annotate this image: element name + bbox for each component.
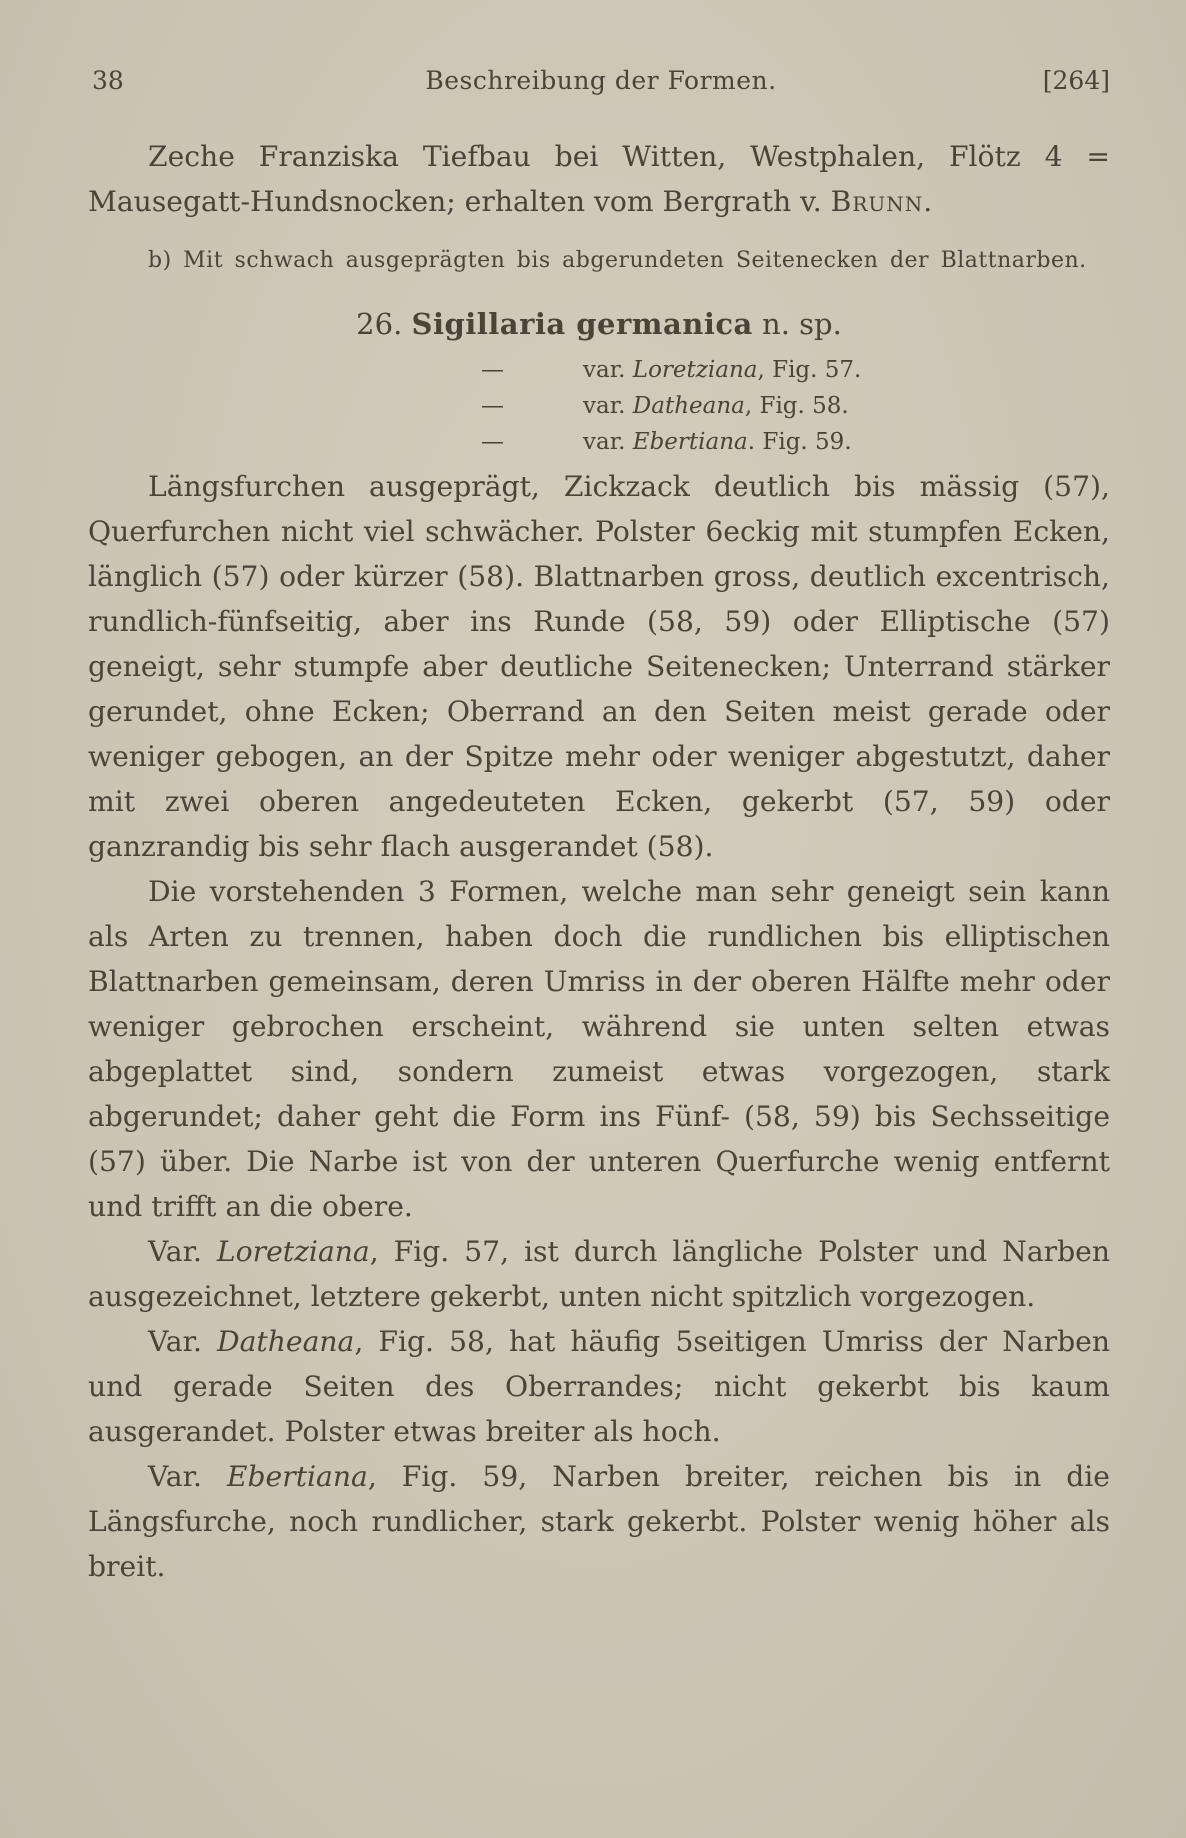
author-name: Brunn bbox=[830, 185, 924, 218]
species-name: Sigillaria germanica bbox=[411, 307, 753, 341]
variety-text: var. Loretziana, Fig. 57. bbox=[583, 357, 862, 383]
description-paragraph: Längsfurchen ausgeprägt, Zickzack deutlich bis mässig (57), Querfurchen nicht viel schwächer. Polster 6eckig mit stumpfen Ecken, länglich (57) oder kürzer (58). Blattnarben gross, deutlich excentrisch, rundlich-fünfseitig, aber ins Runde (58, 59) oder Elliptische (57) geneigt, sehr stumpfe aber deutliche Seitenecken; Unterrand stärker gerundet, ohne Ecken; Oberrand an den Seiten meist gerade oder weniger gebogen, an der Spitze mehr oder weniger abgestutzt, daher mit zwei oberen angedeuteten Ecken, gekerbt (57, 59) oder ganzrandig bis sehr flach ausgerandet (58). bbox=[88, 470, 1110, 863]
variety-name: Loretziana bbox=[216, 1235, 370, 1268]
variety-name: Datheana bbox=[217, 1325, 355, 1358]
variety-item bbox=[88, 424, 1110, 460]
variety-item bbox=[88, 388, 1110, 424]
discussion-paragraph: Die vorstehenden 3 Formen, welche man sehr geneigt sein kann als Arten zu trennen, haben doch die rundlichen bis elliptischen Blattnarben gemeinsam, deren Umriss in der oberen Hälfte mehr oder weniger gebrochen erscheint, während sie unten selten etwas abgeplattet sind, sondern zumeist etwas vorgezogen, stark abgerundet; daher geht die Form ins Fünf- (58, 59) bis Sechsseitige (57) über. Die Narbe ist von der unteren Querfurche wenig entfernt und trifft an die obere. bbox=[88, 875, 1110, 1223]
variety-text: var. Datheana, Fig. 58. bbox=[583, 393, 849, 419]
locality-text: Zeche Franziska Tiefbau bei Witten, Westphalen, Flötz 4 = Mausegatt-Hundsnocken; erhalten vom Bergrath v. bbox=[88, 140, 1110, 218]
locality-end: . bbox=[923, 185, 933, 218]
running-title: Beschreibung der Formen. bbox=[425, 66, 777, 95]
variety-name: Datheana bbox=[632, 393, 745, 419]
variety-text: var. Ebertiana. Fig. 59. bbox=[583, 429, 852, 455]
variety-item bbox=[88, 352, 1110, 388]
original-page-number: [264] bbox=[1042, 66, 1110, 95]
variety-name: Ebertiana bbox=[226, 1460, 368, 1493]
variety-loretziana-paragraph: Var. Loretziana, Fig. 57, ist durch längliche Polster und Narben ausgezeichnet, letztere gekerbt, unten nicht spitzlich vorgezogen. bbox=[88, 1235, 1110, 1313]
subsection-heading: b) Mit schwach ausgeprägten bis abgerundeten Seitenecken der Blattnarben. bbox=[148, 248, 1087, 273]
variety-ebertiana-paragraph: Var. Ebertiana, Fig. 59, Narben breiter, reichen bis in die Längsfurche, noch rundlicher, stark gekerbt. Polster wenig höher als breit. bbox=[88, 1460, 1110, 1583]
locality-paragraph bbox=[88, 134, 1110, 224]
variety-dash: — bbox=[481, 429, 504, 455]
variety-datheana-paragraph: Var. Datheana, Fig. 58, hat häufig 5seitigen Umriss der Narben und gerade Seiten des Oberrandes; nicht gekerbt bis kaum ausgerandet. Polster etwas breiter als hoch. bbox=[88, 1325, 1110, 1448]
species-heading bbox=[88, 302, 1110, 346]
variety-name: Loretziana bbox=[632, 357, 758, 383]
species-suffix: n. sp. bbox=[752, 307, 842, 341]
variety-name: Ebertiana bbox=[632, 429, 748, 455]
page-header bbox=[92, 66, 1110, 106]
page-body bbox=[88, 134, 1110, 1589]
variety-dash: — bbox=[481, 393, 504, 419]
species-number: 26. bbox=[356, 307, 403, 341]
variety-dash: — bbox=[481, 357, 504, 383]
page-number: 38 bbox=[92, 66, 124, 95]
variety-list bbox=[88, 352, 1110, 460]
